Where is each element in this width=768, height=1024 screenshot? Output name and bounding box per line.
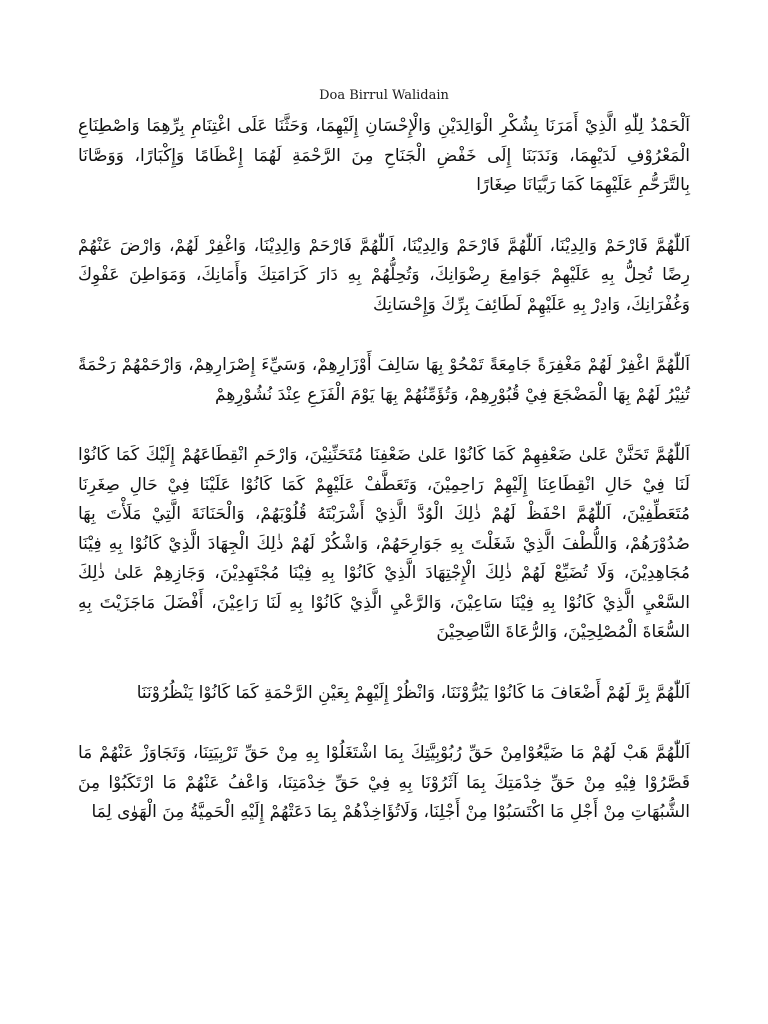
- paragraph-2: اَللّٰهُمَّ فَارْحَمْ وَالِدِيْنَا، اَللّٰهُمَّ فَارْحَمْ وَالِدِيْنَا، اَللّٰهُمَّ فَارْحَمْ وَالِدِيْنَا، وَاغْفِرْ لَهُمْ، وَارْضَ عَنْهُمْ رِضًا تُحِلُّ بِهِ عَلَيْهِمْ جَوَامِعَ رِضْوَانِكَ، وَتُحِلُّهُمْ بِهِ دَارَ كَرَامَتِكَ وَأَمَانِكَ، وَمَوَاطِنَ عَفْوِكَ وَغُفْرَانِكَ، وَادِرْ بِهِ عَلَيْهِمْ لَطَائِفَ بِرِّكَ وَإِحْسَانِكَ: [78, 235, 690, 315]
- document-title: Doa Birrul Walidain: [319, 88, 449, 103]
- paragraph-6: اَللّٰهُمَّ هَبْ لَهُمْ مَا ضَيَّعُوْامِنْ حَقِّ رُبُوْبِيَّتِكَ بِمَا اشْتَغَلُوْا بِهِ مِنْ حَقِّ تَرْبِيَتِنَا، وَتَجَاوَزْ عَنْهُمْ مَا قَصَّرُوْا فِيْهِ مِنْ حَقِّ خِدْمَتِكَ بِمَا آثَرُوْنَا بِهِ فِيْ حَقِّ خِدْمَتِنَا، وَاعْفُ عَنْهُمْ مَا ارْتَكَبُوْا مِنَ الشُّبُهَاتِ مِنْ أَجْلِ مَا اكْتَسَبُوْا مِنْ أَجْلِنَا، وَلَاتُؤَاخِذْهُمْ بِمَا دَعَتْهُمْ إِلَيْهِ الْحَمِيَّةُ مِنَ الْهَوٰى لِمَا: [78, 743, 690, 822]
- paragraph-4: اَللّٰهُمَّ تَحَنَّنْ عَلىٰ ضَعْفِهِمْ كَمَا كَانُوْا عَلىٰ ضَعْفِنَا مُتَحَنِّنِيْنَ، وَارْحَمِ انْقِطَاعَهُمْ إِلَيْكَ كَمَا كَانُوْا لَنَا فِيْ حَالِ انْقِطَاعِنَا إِلَيْهِمْ رَاحِمِيْنَ، وَتَعَطَّفْ عَلَيْهِمْ كَمَا كَانُوْا عَلَيْنَا فِيْ حَالِ صِغَرِنَا مُتَعَطِّفِيْنَ، اَللّٰهُمَّ احْفَظْ لَهُمْ ذٰلِكَ الْوُدَّ الَّذِيْ أَشْرَبْتَهُ قُلُوْبَهُمْ، وَالْحَنَانَةَ الَّتِيْ مَلَأْتَ بِهَا صُدُوْرَهُمْ، وَاللُّطْفَ الَّذِيْ شَغَلْتَ بِهِ جَوَارِحَهُمْ، وَاشْكُرْ لَهُمْ ذٰلِكَ الْجِهَادَ الَّذِيْ كَانُوْا بِهِ فِيْنَا مُجَاهِدِيْنَ، وَلَا تُضَيِّعْ لَهُمْ ذٰلِكَ الْإِجْتِهَادَ الَّذِيْ كَانُوْا بِهِ فِيْنَا مُجْتَهِدِيْنَ، وَجَازِهِمْ عَلىٰ ذٰلِكَ السَّعْيِ الَّذِيْ كَانُوْا بِهِ فِيْنَا سَاعِيْنَ، وَالرَّعْيِ الَّذِيْ كَانُوْا بِهِ لَنَا رَاعِيْنَ، أَفْضَلَ مَاجَزَيْتَ بِهِ السُّعَاةَ الْمُصْلِحِيْنَ، وَالرُّعَاةَ النَّاصِحِيْنَ: [78, 445, 690, 642]
- paragraph-1: اَلْحَمْدُ لِلّٰهِ الَّذِيْ أَمَرَنَا بِشُكْرِ الْوَالِدَيْنِ وَالْإِحْسَانِ إِلَيْهِمَا، وَحَثَّنَا عَلَى اغْتِنَامِ بِرِّهِمَا وَاصْطِنَاعِ الْمَعْرُوْفِ لَدَيْهِمَا، وَنَدَبَنَا إِلَى خَفْضِ الْجَنَاحِ مِنَ الرَّحْمَةِ لَهُمَا إِعْظَامًا وَإِكْبَارًا، وَوَصَّانَا بِالتَّرَحُّمِ عَلَيْهِمَا كَمَا رَبَّيَانَا صِغَارًا: [78, 116, 690, 195]
- document-body: [78, 112, 690, 828]
- paragraph-3: اَللّٰهُمَّ اغْفِرْ لَهُمْ مَغْفِرَةً جَامِعَةً تَمْحُوْ بِهَا سَالِفَ أَوْزَارِهِمْ، وَسَيِّءَ إِصْرَارِهِمْ، وَارْحَمْهُمْ رَحْمَةً تُنِيْرُ لَهُمْ بِهَا الْمَضْجَعَ فِيْ قُبُوْرِهِمْ، وَتُؤَمِّنُهُمْ بِهَا يَوْمَ الْفَزَعِ عِنْدَ نُشُوْرِهِمْ: [78, 355, 690, 405]
- paragraph-5: اَللّٰهُمَّ بِرَّ لَهُمْ أَضْعَافَ مَا كَانُوْا يَبُرُّوْنَنَا، وَانْظُرْ إِلَيْهِمْ بِعَيْنِ الرَّحْمَةِ كَمَا كَانُوْا يَنْظُرُوْنَنَا: [136, 682, 690, 703]
